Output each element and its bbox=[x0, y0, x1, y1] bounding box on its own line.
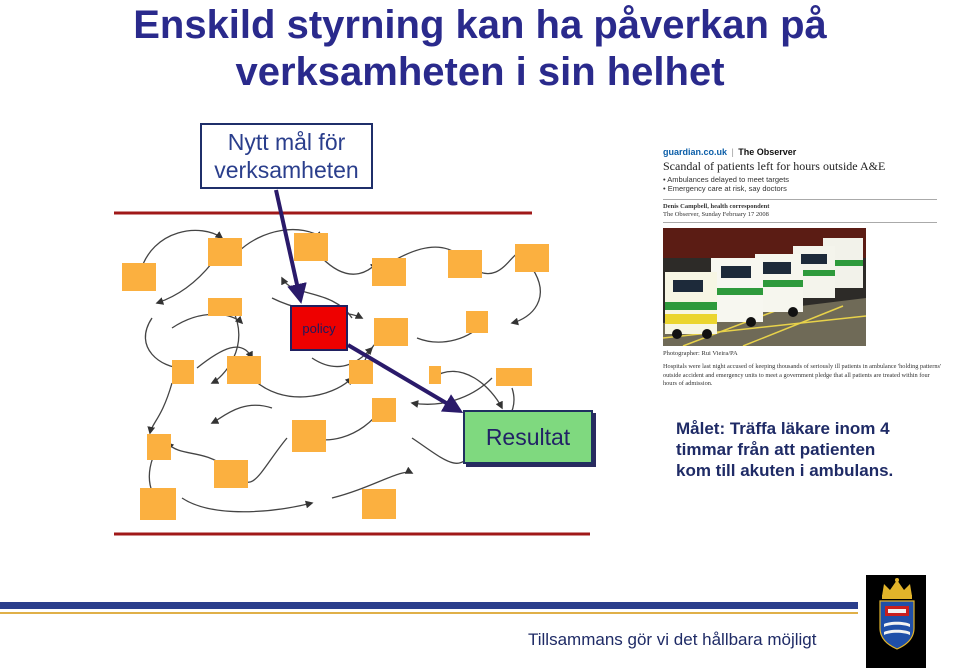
result-label: Resultat bbox=[485, 423, 571, 450]
news-bullet-1: • Ambulances delayed to meet targets bbox=[663, 175, 790, 184]
news-date: The Observer, Sunday February 17 2008 bbox=[663, 211, 769, 218]
news-brand: guardian.co.uk | The Observer bbox=[663, 147, 797, 157]
policy-box bbox=[290, 305, 348, 351]
news-separator bbox=[663, 222, 937, 223]
policy-label: policy bbox=[302, 320, 336, 336]
footer-stripes bbox=[0, 600, 858, 624]
goal-text-line-3: kom till akuten i ambulans. bbox=[676, 461, 894, 480]
goal-box-line-1: Nytt mål för bbox=[227, 129, 346, 155]
goal-description bbox=[676, 418, 893, 481]
guardian-logo: guardian.co.uk bbox=[663, 147, 728, 157]
news-headline: Scandal of patients left for hours outside A&E bbox=[663, 159, 886, 173]
title-line-1: Enskild styrning kan ha påverkan på bbox=[133, 3, 827, 47]
observer-logo: The Observer bbox=[738, 147, 797, 157]
news-separator bbox=[663, 199, 937, 200]
policy-to-result-arrow bbox=[348, 345, 458, 410]
goal-to-policy-arrow bbox=[276, 190, 300, 298]
footer-slogan: Tillsammans gör vi det hållbara möjligt bbox=[528, 630, 817, 649]
ambulance-photo bbox=[663, 228, 866, 346]
result-box bbox=[463, 410, 593, 464]
goal-box-line-2: verksamheten bbox=[214, 157, 359, 183]
crown-icon bbox=[882, 578, 912, 599]
news-body: Hospitals were last night accused of keeping thousands of seriously ill patients in ambulance 'holding patterns' outside accident and emergency units to meet a government pledge that all patients are treated within four hours of admission. bbox=[663, 363, 942, 387]
goal-text-line-2: timmar från att patienten bbox=[676, 440, 876, 459]
news-photo-credit: Photographer: Rui Vieira/PA bbox=[663, 350, 738, 357]
news-byline: Denis Campbell, health correspondent bbox=[663, 203, 770, 210]
coat-of-arms-logo bbox=[870, 576, 924, 654]
shield-icon bbox=[880, 601, 914, 649]
news-clipping bbox=[663, 142, 942, 392]
news-bullet-2: • Emergency care at risk, say doctors bbox=[663, 184, 787, 193]
goal-text-line-1: Målet: Träffa läkare inom 4 bbox=[676, 419, 890, 438]
title-line-2: verksamheten i sin helhet bbox=[235, 50, 725, 94]
